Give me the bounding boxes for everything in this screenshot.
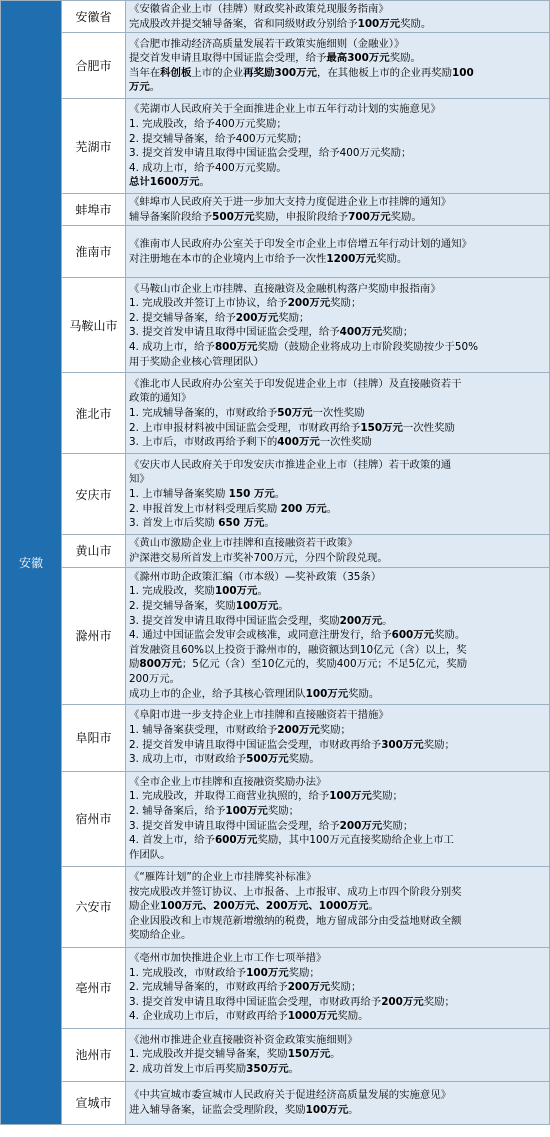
- text-segment: 4. 成功上市，给予400万元奖励。: [129, 161, 287, 174]
- policy-line: [129, 487, 547, 502]
- policy-content-cell: [126, 947, 550, 1028]
- highlight-amount: 100万元: [305, 1103, 349, 1116]
- policy-line: [129, 723, 547, 738]
- policy-content-cell: [126, 1081, 550, 1124]
- policy-line: [129, 17, 547, 32]
- table-row: [1, 535, 550, 567]
- text-segment: 奖励；: [423, 738, 455, 751]
- city-cell: 亳州市: [62, 947, 126, 1028]
- text-segment: 4. 通过中国证监会发审会或核准，或同意注册发行，给予: [129, 629, 392, 642]
- text-segment: 2. 提交辅导备案，奖励: [129, 600, 236, 613]
- text-segment: 奖励，申报阶段给予: [254, 210, 349, 223]
- text-segment: 奖励；: [330, 981, 362, 994]
- text-segment: 2. 辅导备案后，给予: [129, 804, 226, 817]
- policy-line: [129, 848, 547, 863]
- text-segment: 《安庆市人民政府关于印发安庆市推进企业上市（挂牌）若干政策的通: [129, 458, 452, 471]
- policy-line: [129, 775, 547, 790]
- table-row: [1, 278, 550, 373]
- policy-line: [129, 132, 547, 147]
- text-segment: 奖励，其中100万元直接奖励给企业上市工: [257, 834, 454, 847]
- policy-line: [129, 570, 547, 585]
- policy-content-cell: [126, 373, 550, 454]
- text-segment: 2. 上市申报材料被中国证监会受理，市财政再给予: [129, 421, 361, 434]
- text-segment: 用于奖励企业核心管理团队）: [129, 355, 265, 368]
- text-segment: 进入辅导备案，证监会受理阶段，奖励: [129, 1103, 306, 1116]
- policy-line: [129, 599, 547, 614]
- policy-line: [129, 899, 547, 914]
- policy-content-cell: [126, 99, 550, 194]
- text-segment: 3. 提交首发申请且取得中国证监会受理，给予: [129, 819, 340, 832]
- highlight-amount: 100: [452, 66, 474, 79]
- highlight-amount: 650 万元: [218, 517, 265, 530]
- highlight-amount: 100万元: [329, 790, 372, 803]
- city-cell: 宣城市: [62, 1081, 126, 1124]
- text-segment: 奖励；: [330, 297, 362, 310]
- text-segment: 。: [278, 600, 289, 613]
- text-segment: 。: [326, 502, 338, 515]
- policy-line: [129, 1047, 547, 1062]
- highlight-amount: 1000万元: [287, 1010, 338, 1023]
- highlight-amount: 400万元: [339, 326, 383, 339]
- text-segment: 1. 完成股改，奖励: [129, 585, 215, 598]
- text-segment: 政策的通知》: [129, 392, 192, 405]
- policy-line: [129, 628, 547, 643]
- text-segment: 2. 完成辅导备案的，市财政再给予: [129, 981, 288, 994]
- text-segment: 。: [274, 488, 286, 501]
- policy-line: [129, 833, 547, 848]
- policy-content-cell: [126, 535, 550, 567]
- city-cell: 安徽省: [62, 1, 126, 33]
- policy-line: [129, 146, 547, 161]
- policy-line: [129, 80, 547, 95]
- table-row: [1, 704, 550, 771]
- text-segment: 《滁州市助企政策汇编（市本级）—奖补政策（35条）: [129, 570, 382, 583]
- policy-line: [129, 687, 547, 702]
- policy-line: [129, 102, 547, 117]
- policy-line: [129, 1009, 547, 1024]
- text-segment: 按完成股改并签订协议、上市报备、上市报审、成功上市四个阶段分别奖: [129, 885, 462, 898]
- highlight-amount: 200万元: [381, 995, 424, 1008]
- text-segment: 知》: [129, 473, 150, 486]
- policy-line: [129, 584, 547, 599]
- highlight-amount: 200万元: [287, 981, 331, 994]
- policy-line: [129, 708, 547, 723]
- text-segment: 奖励；: [319, 723, 351, 736]
- text-segment: 辅导备案阶段给予: [129, 210, 213, 223]
- text-segment: 3. 提交首发申请且取得中国证监会受理，给予: [129, 326, 340, 339]
- table-row: [1, 194, 550, 226]
- text-segment: 励: [129, 658, 140, 671]
- policy-line: [129, 551, 547, 566]
- policy-content-cell: [126, 1028, 550, 1081]
- text-segment: 奖励；: [371, 790, 403, 803]
- text-segment: 奖励；: [382, 326, 414, 339]
- text-segment: 上市的企业: [191, 66, 244, 79]
- highlight-amount: 100万元: [225, 804, 268, 817]
- text-segment: 1. 完成股改，并取得工商营业执照的，给予: [129, 790, 330, 803]
- policy-line: [129, 421, 547, 436]
- policy-line: [129, 66, 547, 81]
- city-cell: 淮南市: [62, 226, 126, 278]
- city-cell: 宿州市: [62, 771, 126, 866]
- text-segment: 2. 申报首发上市材料受理后奖励: [129, 502, 281, 515]
- highlight-amount: 1200万元: [326, 252, 377, 265]
- text-segment: 3. 成功上市，市财政给予: [129, 753, 247, 766]
- table-row: [1, 1081, 550, 1124]
- text-segment: 《安徽省企业上市（挂牌）财政奖补政策兑现服务指南》: [129, 3, 389, 15]
- text-segment: 奖励；: [382, 819, 414, 832]
- text-segment: 首发融资且60%以上投资于滁州市的，融资额达到10亿元（含）以上，奖: [129, 643, 467, 656]
- text-segment: 奖励（鼓励企业将成功上市阶段奖励按少于50%: [257, 340, 478, 353]
- policy-line: [129, 980, 547, 995]
- policy-line: [129, 458, 547, 473]
- policy-line: [129, 377, 547, 392]
- table-row: [1, 1, 550, 33]
- table-row: [1, 33, 550, 99]
- policy-content-cell: [126, 1, 550, 33]
- highlight-amount: 100万元: [246, 966, 289, 979]
- table-row: [1, 947, 550, 1028]
- policy-content-cell: [126, 771, 550, 866]
- text-segment: 1. 完成股改并提交辅导备案，奖励: [129, 1048, 288, 1061]
- text-segment: 2. 提交辅导备案，给予400万元奖励；: [129, 132, 308, 145]
- text-segment: 成功上市的企业，给予其核心管理团队: [129, 687, 306, 700]
- highlight-amount: 200万元: [339, 819, 383, 832]
- highlight-amount: 200万元: [287, 297, 331, 310]
- text-segment: 《黄山市激励企业上市挂牌和直接融资若干政策》: [129, 537, 358, 550]
- text-segment: 沪深港交易所首发上市奖补700万元，分四个阶段兑现。: [129, 551, 388, 564]
- text-segment: 一次性奖励: [312, 407, 365, 420]
- policy-line: [129, 643, 547, 658]
- table-row: [1, 866, 550, 947]
- policy-line: [129, 210, 547, 225]
- highlight-amount: 100万元: [214, 585, 258, 598]
- policy-line: [129, 928, 547, 943]
- policy-content-cell: [126, 226, 550, 278]
- text-segment: 1. 上市辅导备案奖励: [129, 488, 229, 501]
- policy-line: [129, 966, 547, 981]
- text-segment: 《蚌埠市人民政府关于进一步加大支持力度促进企业上市挂牌的通知》: [129, 196, 452, 209]
- city-cell: 合肥市: [62, 33, 126, 99]
- text-segment: 《亳州市加快推进企业上市工作七项举措》: [129, 952, 327, 965]
- text-segment: 1. 完成股改，市财政给予: [129, 966, 247, 979]
- text-segment: 200万元。: [129, 673, 181, 686]
- text-segment: 《池州市推进企业直接融资补资金政策实施细则》: [129, 1033, 358, 1046]
- text-segment: 3. 首发上市后奖励: [129, 517, 219, 530]
- policy-line: [129, 657, 547, 672]
- text-segment: 奖励。: [348, 687, 380, 700]
- table-row: [1, 373, 550, 454]
- table-row: [1, 567, 550, 704]
- text-segment: 奖励。: [389, 52, 421, 65]
- text-segment: 。: [199, 176, 210, 189]
- highlight-amount: 600万元: [391, 629, 435, 642]
- city-cell: 六安市: [62, 866, 126, 947]
- text-segment: 《“雁阵计划”的企业上市挂牌奖补标准》: [129, 871, 317, 884]
- policy-line: [129, 355, 547, 370]
- highlight-amount: 150 万元: [228, 488, 275, 501]
- table-row: [1, 226, 550, 278]
- highlight-amount: 300万元: [381, 738, 424, 751]
- table-row: [1, 454, 550, 535]
- policy-line: [129, 195, 547, 210]
- text-segment: 作团队。: [129, 848, 171, 861]
- text-segment: 一次性奖励: [402, 421, 455, 434]
- text-segment: 《全市企业上市挂牌和直接融资奖励办法》: [129, 775, 327, 788]
- text-segment: 。: [368, 900, 379, 913]
- policy-line: [129, 536, 547, 551]
- policy-line: [129, 237, 547, 252]
- text-segment: 《芜湖市人民政府关于全面推进企业上市五年行动计划的实施意见》: [129, 103, 441, 116]
- policy-line: [129, 51, 547, 66]
- highlight-amount: 350万元: [246, 1062, 289, 1075]
- text-segment: 3. 提交首发申请且取得中国证监会受理，给予400万元奖励；: [129, 147, 412, 160]
- highlight-amount: 150万元: [287, 1048, 331, 1061]
- policy-line: [129, 614, 547, 629]
- text-segment: 3. 提交首发申请且取得中国证监会受理，市财政再给予: [129, 995, 382, 1008]
- highlight-amount: 科创板: [160, 66, 192, 79]
- text-segment: 2. 成功首发上市后再奖励: [129, 1062, 247, 1075]
- highlight-amount: 600万元: [214, 834, 258, 847]
- policy-line: [129, 752, 547, 767]
- text-segment: 《淮南市人民政府办公室关于印发全市企业上市倍增五年行动计划的通知》: [129, 238, 472, 251]
- text-segment: 奖励。: [390, 210, 422, 223]
- text-segment: 1. 辅导备案获受理，市财政给予: [129, 723, 278, 736]
- text-segment: 企业因股改和上市规范新增缴纳的税费，地方留成部分由受益地财政全额: [129, 914, 462, 927]
- highlight-amount: 400万元: [277, 436, 320, 449]
- policy-line: [129, 325, 547, 340]
- highlight-amount: 800万元: [139, 658, 182, 671]
- policy-content-cell: [126, 278, 550, 373]
- text-segment: 。: [257, 585, 268, 598]
- text-segment: 。: [330, 1048, 341, 1061]
- city-cell: 蚌埠市: [62, 194, 126, 226]
- highlight-amount: 500万元: [212, 210, 255, 223]
- city-cell: 安庆市: [62, 454, 126, 535]
- highlight-amount: 500万元: [246, 753, 289, 766]
- city-cell: 马鞍山市: [62, 278, 126, 373]
- text-segment: 奖励；: [267, 804, 299, 817]
- text-segment: 2. 提交首发申请且取得中国证监会受理，市财政再给予: [129, 738, 382, 751]
- text-segment: 3. 上市后，市财政再给予剩下的: [129, 436, 278, 449]
- policy-line: [129, 1103, 547, 1118]
- policy-content-cell: [126, 33, 550, 99]
- text-segment: 奖励。: [288, 753, 320, 766]
- highlight-amount: 万元: [129, 81, 150, 94]
- text-segment: 4. 首发上市，给予: [129, 834, 215, 847]
- city-cell: 滁州市: [62, 567, 126, 704]
- highlight-amount: 200 万元: [280, 502, 327, 515]
- policy-line: [129, 995, 547, 1010]
- policy-content-cell: [126, 866, 550, 947]
- text-segment: 奖励；: [288, 966, 320, 979]
- text-segment: 奖励。: [376, 252, 408, 265]
- text-segment: 奖励。: [434, 629, 466, 642]
- policy-content-cell: [126, 567, 550, 704]
- highlight-amount: 700万元: [348, 210, 391, 223]
- policy-line: [129, 391, 547, 406]
- table-body: [1, 1, 550, 1125]
- policy-line: [129, 252, 547, 267]
- text-segment: 奖励；: [423, 995, 455, 1008]
- text-segment: 。: [348, 1103, 359, 1116]
- text-segment: 奖励给企业。: [129, 929, 192, 942]
- policy-line: [129, 1088, 547, 1103]
- highlight-amount: 800万元: [214, 340, 258, 353]
- text-segment: 1. 完成股改并签订上市协议，给予: [129, 297, 288, 310]
- highlight-amount: 50万元: [277, 407, 313, 420]
- policy-line: [129, 951, 547, 966]
- table-row: [1, 1028, 550, 1081]
- city-cell: 淮北市: [62, 373, 126, 454]
- highlight-amount: 200万元: [235, 311, 279, 324]
- policy-line: [129, 282, 547, 297]
- text-segment: 。: [288, 1062, 299, 1075]
- city-cell: 阜阳市: [62, 704, 126, 771]
- text-segment: 1. 完成辅导备案的，市财政给予: [129, 407, 278, 420]
- policy-line: [129, 435, 547, 450]
- policy-line: [129, 870, 547, 885]
- text-segment: 《合肥市推动经济高质量发展若干政策实施细则（金融业）》: [129, 37, 405, 50]
- text-segment: ；5亿元（含）至10亿元的，奖励400万元；不足5亿元，奖励: [181, 658, 468, 671]
- highlight-amount: 总计1600万元: [129, 176, 200, 189]
- policy-line: [129, 789, 547, 804]
- highlight-amount: 100万元: [357, 17, 401, 30]
- policy-line: [129, 885, 547, 900]
- policy-line: [129, 819, 547, 834]
- policy-line: [129, 161, 547, 176]
- highlight-amount: 100万元、200万元、200万元、1000万元: [160, 900, 369, 913]
- text-segment: 3. 提交首发申请且取得中国证监会受理，奖励: [129, 614, 340, 627]
- text-segment: 当年在: [129, 66, 161, 79]
- policy-content-cell: [126, 194, 550, 226]
- text-segment: 励企业: [129, 900, 161, 913]
- text-segment: 《马鞍山市企业上市挂牌、直接融资及金融机构落户奖励申报指南》: [129, 282, 441, 295]
- highlight-amount: 200万元: [277, 723, 320, 736]
- policy-line: [129, 502, 547, 517]
- policy-line: [129, 311, 547, 326]
- text-segment: 对注册地在本市的企业境内上市给予一次性: [129, 252, 327, 265]
- text-segment: 提交首发申请且取得中国证监会受理，给予: [129, 52, 327, 65]
- text-segment: 4. 企业成功上市后，市财政再给予: [129, 1010, 288, 1023]
- text-segment: 2. 提交辅导备案，给予: [129, 311, 236, 324]
- text-segment: 完成股改并提交辅导备案，省和同级财政分别给予: [129, 17, 358, 30]
- text-segment: 1. 完成股改，给予400万元奖励；: [129, 118, 287, 130]
- table-row: [1, 99, 550, 194]
- text-segment: 。: [264, 517, 275, 530]
- text-segment: 《中共宣城市委宣城市人民政府关于促进经济高质量发展的实施意见》: [129, 1088, 452, 1101]
- policy-line: [129, 340, 547, 355]
- policy-line: [129, 175, 547, 190]
- city-cell: 芜湖市: [62, 99, 126, 194]
- policy-line: [129, 914, 547, 929]
- policy-line: [129, 2, 547, 17]
- policy-line: [129, 117, 547, 132]
- city-cell: 黄山市: [62, 535, 126, 567]
- text-segment: 奖励；: [278, 311, 310, 324]
- policy-line: [129, 37, 547, 52]
- highlight-amount: 150万元: [360, 421, 403, 434]
- text-segment: 奖励。: [337, 1010, 369, 1023]
- highlight-amount: 100万元: [235, 600, 279, 613]
- policy-line: [129, 516, 547, 531]
- policy-line: [129, 672, 547, 687]
- text-segment: 。: [149, 81, 161, 94]
- highlight-amount: 100万元: [305, 687, 349, 700]
- policy-line: [129, 804, 547, 819]
- highlight-amount: 最高300万元: [326, 52, 390, 65]
- province-cell: 安徽: [1, 1, 62, 1125]
- text-segment: ，在其他板上市的企业再奖励: [316, 66, 453, 79]
- text-segment: 《淮北市人民政府办公室关于印发促进企业上市（挂牌）及直接融资若干: [129, 377, 462, 390]
- text-segment: 《阜阳市进一步支持企业上市挂牌和直接融资若干措施》: [129, 709, 389, 722]
- highlight-amount: 再奖励300万元: [243, 66, 317, 79]
- policy-line: [129, 1033, 547, 1048]
- policy-content-cell: [126, 454, 550, 535]
- text-segment: 4. 成功上市，给予: [129, 340, 215, 353]
- policy-content-cell: [126, 704, 550, 771]
- city-cell: 池州市: [62, 1028, 126, 1081]
- highlight-amount: 200万元: [339, 614, 383, 627]
- text-segment: 奖励。: [400, 17, 432, 30]
- policy-line: [129, 738, 547, 753]
- policy-line: [129, 406, 547, 421]
- table-row: [1, 771, 550, 866]
- policy-line: [129, 472, 547, 487]
- policy-line: [129, 1062, 547, 1077]
- text-segment: 一次性奖励: [319, 436, 372, 449]
- policy-line: [129, 296, 547, 311]
- text-segment: 。: [382, 614, 393, 627]
